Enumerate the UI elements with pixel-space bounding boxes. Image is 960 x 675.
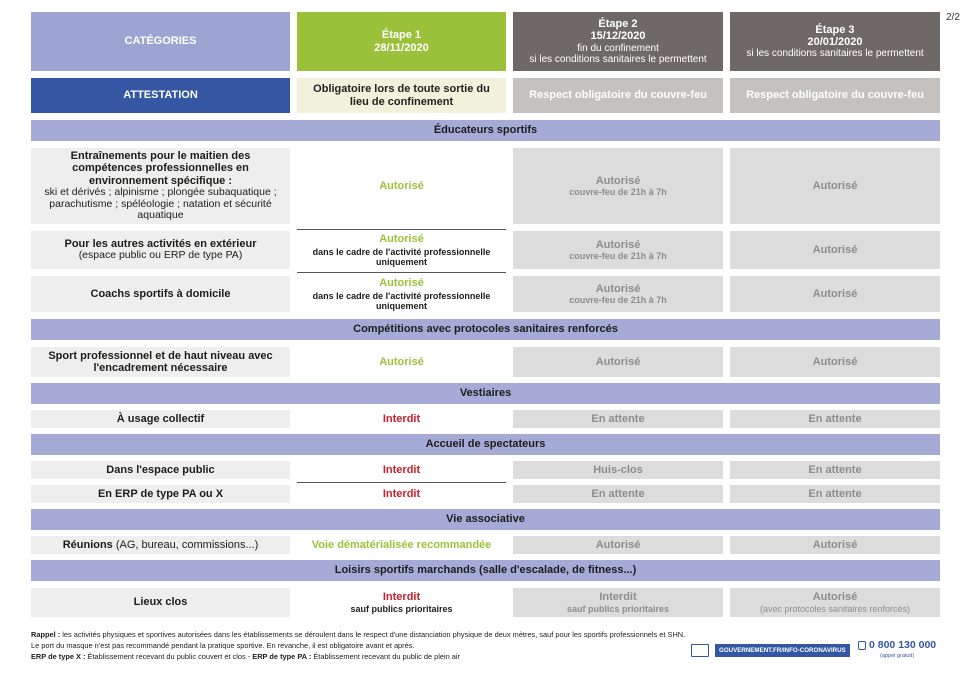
row-coachs-etape2 bbox=[513, 276, 723, 312]
footer-rappel bbox=[31, 629, 685, 640]
etape3-line1: si les conditions sanitaires le permettent bbox=[746, 48, 924, 60]
status-text: En attente bbox=[808, 463, 862, 476]
status-text: Interdit bbox=[599, 591, 637, 604]
footer-erppa-text: Établissement recevant du public de plein air bbox=[311, 652, 461, 661]
row-lieux-etape3 bbox=[730, 588, 940, 617]
status-text: Autorisé bbox=[812, 243, 858, 256]
footer-rappel-text: les activités physiques et sportives autorisées dans les établissements se déroulent dans le respect d'une distanciation physique de deux mètres, sauf pour les sportifs professionnels et SHN. bbox=[60, 630, 686, 639]
row-collectif-title: À usage collectif bbox=[116, 412, 205, 425]
status-text: Autorisé bbox=[379, 179, 424, 192]
row-sportpro-etape3 bbox=[730, 347, 940, 377]
status-text: Autorisé bbox=[595, 282, 641, 295]
row-autres-etape2 bbox=[513, 231, 723, 269]
divider bbox=[297, 272, 506, 273]
row-erp-etape3 bbox=[730, 485, 940, 503]
footer-masque bbox=[31, 640, 415, 651]
etape3-title: Étape 3 bbox=[815, 23, 855, 36]
status-text: Autorisé bbox=[812, 538, 858, 551]
website-link[interactable]: GOUVERNEMENT.FR/INFO-CORONAVIRUS bbox=[715, 644, 850, 657]
section-spectateurs bbox=[31, 434, 940, 455]
curfew-note: couvre-feu de 21h à 7h bbox=[569, 295, 667, 306]
etape3-date: 20/01/2020 bbox=[807, 35, 863, 48]
etape2-date: 15/12/2020 bbox=[590, 30, 646, 43]
etape1-title: Étape 1 bbox=[381, 29, 422, 42]
section-competitions bbox=[31, 319, 940, 340]
status-text: Interdit bbox=[382, 412, 421, 425]
row-entrainements-sub: ski et dérivés ; alpinisme ; plongée subaquatique ; parachutisme ; spéléologie ; natation et sécurité aquatique bbox=[44, 185, 277, 222]
header-etape1 bbox=[297, 12, 506, 71]
row-autres-etape1 bbox=[297, 231, 506, 269]
row-entrainements-title: Entraînements pour le maitien des compétences professionnelles en environnement spécifique : bbox=[70, 149, 251, 187]
row-autres-etape3 bbox=[730, 231, 940, 269]
row-autres-sub: (espace public ou ERP de type PA) bbox=[78, 249, 243, 262]
status-text: Interdit bbox=[382, 590, 421, 603]
attestation-etape1 bbox=[297, 78, 506, 113]
phone-icon bbox=[858, 641, 866, 650]
row-espacepublic-etape3 bbox=[730, 461, 940, 479]
row-erp-label bbox=[31, 485, 290, 503]
row-sportpro-title: Sport professionnel et de haut niveau avec l'encadrement nécessaire bbox=[48, 349, 273, 374]
status-text: Interdit bbox=[382, 487, 421, 500]
header-categories-label: CATÉGORIES bbox=[124, 35, 197, 48]
row-collectif-label bbox=[31, 410, 290, 428]
row-entrainements-label bbox=[31, 148, 290, 224]
row-erp-etape2 bbox=[513, 485, 723, 503]
row-reunions-detail: (AG, bureau, commissions...) bbox=[112, 538, 259, 551]
footer-erpx-text: Établissement recevant du public couvert et clos - bbox=[85, 652, 253, 661]
footer-masque-text: Le port du masque n'est pas recommandé pendant la pratique sportive. En revanche, il est obligatoire avant et après. bbox=[31, 641, 415, 650]
page-number: 2/2 bbox=[946, 12, 960, 23]
row-coachs-title: Coachs sportifs à domicile bbox=[90, 287, 231, 300]
etape2-line1: fin du confinement bbox=[577, 42, 659, 54]
status-text: Voie dématérialisée recommandée bbox=[311, 538, 492, 551]
header-etape3 bbox=[730, 12, 940, 71]
phone-contact[interactable] bbox=[858, 640, 936, 662]
footer-rappel-label: Rappel : bbox=[31, 630, 61, 639]
row-reunions-etape1 bbox=[297, 536, 506, 554]
status-text: Autorisé bbox=[379, 355, 424, 368]
row-reunions-label bbox=[31, 536, 290, 554]
divider bbox=[297, 482, 506, 483]
gov-website[interactable] bbox=[691, 644, 850, 657]
status-text: Autorisé bbox=[595, 355, 641, 368]
row-lieux-etape1 bbox=[297, 588, 506, 617]
divider bbox=[297, 229, 506, 230]
status-text: Huis-clos bbox=[593, 463, 643, 476]
row-sportpro-etape2 bbox=[513, 347, 723, 377]
row-collectif-etape2 bbox=[513, 410, 723, 428]
attestation-etape1-text: Obligatoire lors de toute sortie du lieu de confinement bbox=[313, 83, 490, 108]
attestation-etape2 bbox=[513, 78, 723, 113]
row-entrainements-etape2 bbox=[513, 148, 723, 224]
row-lieux-label bbox=[31, 588, 290, 617]
footer-erppa-label: ERP de type PA : bbox=[252, 652, 312, 661]
attestation-etape2-text: Respect obligatoire du couvre-feu bbox=[529, 89, 707, 102]
section-vestiaires bbox=[31, 383, 940, 404]
footer-erp-definitions bbox=[31, 651, 460, 662]
phone-number[interactable]: 0 800 130 000 bbox=[869, 639, 937, 651]
row-sportpro-etape1 bbox=[297, 347, 506, 377]
footer-erpx-label: ERP de type X : bbox=[31, 652, 86, 661]
row-reunions-etape2 bbox=[513, 536, 723, 554]
section-educateurs bbox=[31, 120, 940, 141]
attestation-etape3 bbox=[730, 78, 940, 113]
row-espacepublic-etape2 bbox=[513, 461, 723, 479]
section-educateurs-title: Éducateurs sportifs bbox=[433, 124, 538, 137]
section-loisirs-title: Loisirs sportifs marchands (salle d'escalade, de fitness...) bbox=[334, 564, 637, 577]
row-erp-etape1 bbox=[297, 485, 506, 503]
priority-note: sauf publics prioritaires bbox=[350, 604, 453, 615]
status-text: Autorisé bbox=[379, 233, 424, 246]
header-etape2 bbox=[513, 12, 723, 71]
row-entrainements-etape1 bbox=[297, 148, 506, 224]
pro-note: dans le cadre de l'activité professionnelle uniquement bbox=[312, 246, 491, 267]
attestation-etape3-text: Respect obligatoire du couvre-feu bbox=[746, 89, 924, 102]
row-coachs-label bbox=[31, 276, 290, 312]
row-espacepublic-title: Dans l'espace public bbox=[106, 463, 215, 476]
row-reunions-title: Réunions bbox=[62, 538, 113, 551]
row-entrainements-etape3 bbox=[730, 148, 940, 224]
header-categories bbox=[31, 12, 290, 71]
attestation-label-text: ATTESTATION bbox=[123, 89, 198, 102]
row-lieux-etape2 bbox=[513, 588, 723, 617]
row-sportpro-label bbox=[31, 347, 290, 377]
status-text: Autorisé bbox=[379, 277, 424, 290]
section-vie-associative bbox=[31, 509, 940, 530]
status-text: Autorisé bbox=[812, 179, 858, 192]
row-autres-title: Pour les autres activités en extérieur bbox=[64, 237, 257, 250]
status-text: Autorisé bbox=[812, 355, 858, 368]
protocol-note: (avec protocoles sanitaires renforcés) bbox=[759, 603, 911, 614]
status-text: Autorisé bbox=[595, 238, 641, 251]
etape2-line2: si les conditions sanitaires le permettent bbox=[529, 53, 707, 65]
section-loisirs bbox=[31, 560, 940, 581]
status-text: Autorisé bbox=[595, 538, 641, 551]
attestation-label bbox=[31, 78, 290, 113]
status-text: En attente bbox=[591, 487, 645, 500]
section-vestiaires-title: Vestiaires bbox=[459, 387, 512, 400]
row-reunions-etape3 bbox=[730, 536, 940, 554]
status-text: Interdit bbox=[382, 463, 421, 476]
row-espacepublic-etape1 bbox=[297, 461, 506, 479]
status-text: En attente bbox=[808, 412, 862, 425]
etape2-title: Étape 2 bbox=[598, 18, 638, 30]
computer-icon bbox=[691, 644, 709, 657]
status-text: En attente bbox=[808, 487, 862, 500]
pro-note: dans le cadre de l'activité professionnelle uniquement bbox=[312, 290, 491, 311]
row-erp-title: En ERP de type PA ou X bbox=[97, 487, 224, 500]
status-text: Autorisé bbox=[595, 174, 641, 187]
row-coachs-etape3 bbox=[730, 276, 940, 312]
section-vie-associative-title: Vie associative bbox=[446, 513, 525, 526]
status-text: Autorisé bbox=[812, 287, 858, 300]
curfew-note: couvre-feu de 21h à 7h bbox=[569, 251, 667, 262]
section-spectateurs-title: Accueil de spectateurs bbox=[425, 438, 546, 451]
priority-note: sauf publics prioritaires bbox=[566, 603, 670, 614]
status-text: En attente bbox=[591, 412, 645, 425]
row-coachs-etape1 bbox=[297, 276, 506, 312]
etape1-date: 28/11/2020 bbox=[374, 41, 429, 54]
phone-note: (appel gratuit) bbox=[880, 653, 915, 659]
row-collectif-etape1 bbox=[297, 410, 506, 428]
status-text: Autorisé bbox=[812, 591, 858, 604]
section-competitions-title: Compétitions avec protocoles sanitaires renforcés bbox=[353, 323, 618, 336]
row-lieux-title: Lieux clos bbox=[133, 596, 188, 609]
row-collectif-etape3 bbox=[730, 410, 940, 428]
row-espacepublic-label bbox=[31, 461, 290, 479]
row-autres-label bbox=[31, 231, 290, 269]
curfew-note: couvre-feu de 21h à 7h bbox=[569, 187, 667, 198]
